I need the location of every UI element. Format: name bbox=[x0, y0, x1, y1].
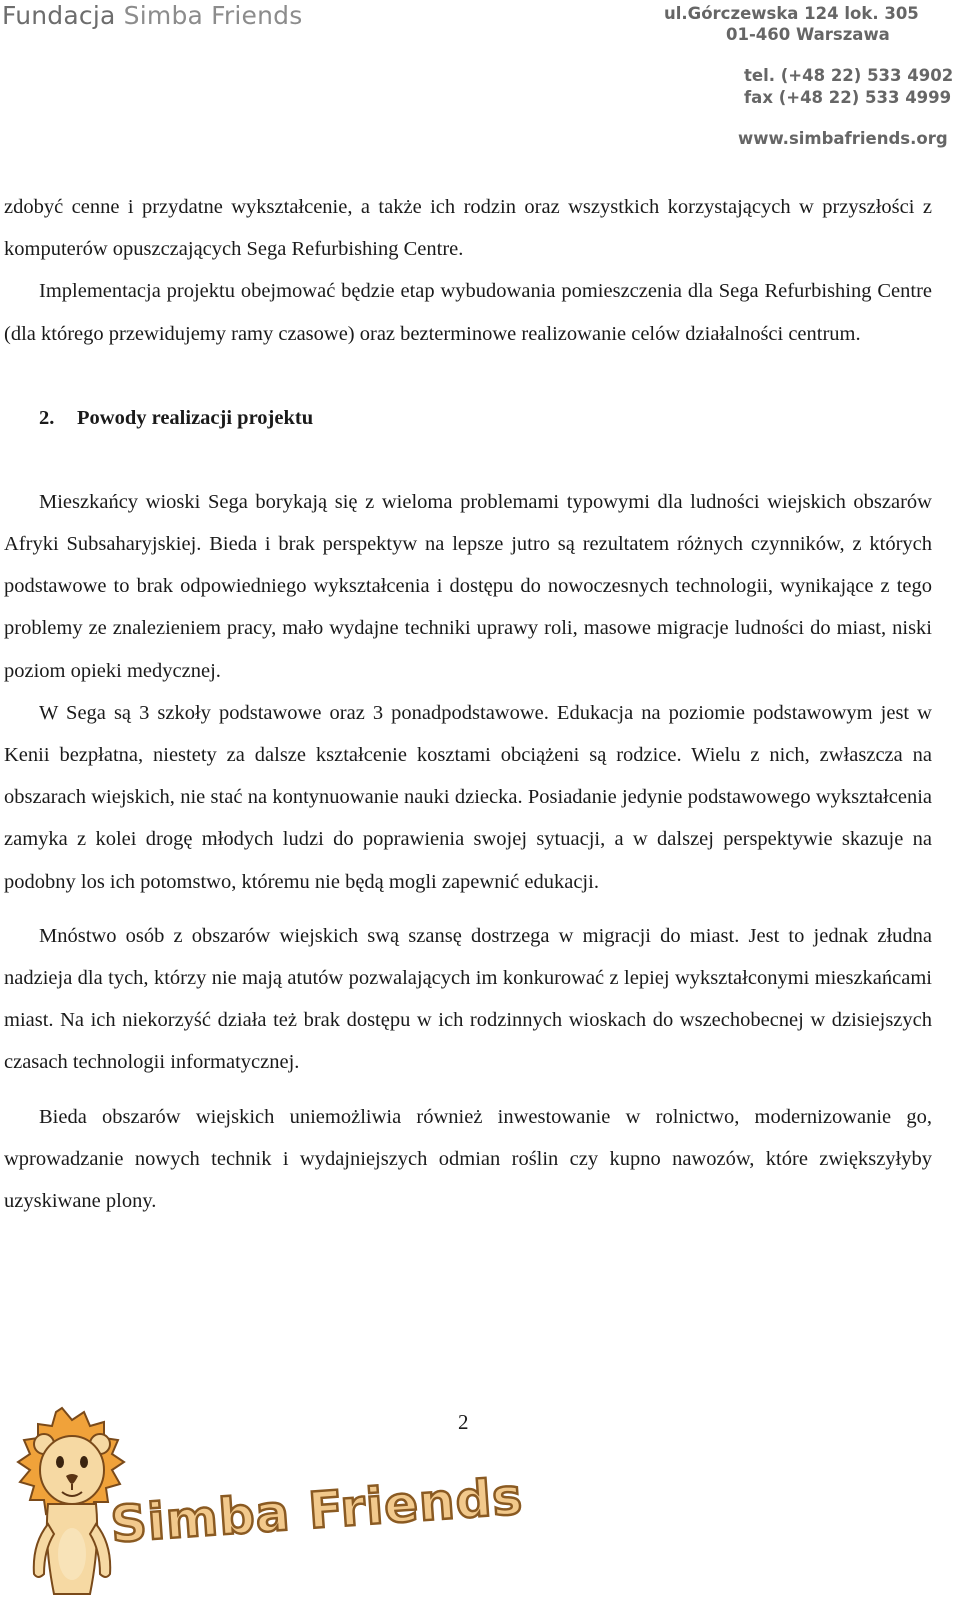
address-line-1: ul.Górczewska 124 lok. 305 bbox=[664, 4, 919, 23]
paragraph: zdobyć cenne i przydatne wykształcenie, a także ich rodzin oraz wszystkich korzystających w przyszłości z komputerów opuszczających Sega Refurbishing Centre. bbox=[4, 196, 932, 261]
page-number: 2 bbox=[458, 1410, 469, 1434]
address-line-2: 01-460 Warszawa bbox=[726, 25, 890, 44]
simba-friends-logo bbox=[4, 1404, 525, 1610]
paragraph: Bieda obszarów wiejskich uniemożliwia również inwestowanie w rolnictwo, modernizowanie go, wprowadzanie nowych technik i wydajniejszych odmian roślin czy kupno nawozów, które zwiększyłyby uzyskiwane plony. bbox=[4, 1105, 932, 1213]
section-title: Powody realizacji projektu bbox=[77, 406, 314, 429]
organization-name bbox=[2, 1, 302, 30]
website-url: www.simbafriends.org bbox=[738, 129, 948, 148]
phone-number: tel. (+48 22) 533 4902 bbox=[744, 66, 954, 85]
paragraph: Mnóstwo osób z obszarów wiejskich swą szansę dostrzega w migracji do miast. Jest to jednak złudna nadzieja dla tych, którzy nie mają atutów pozwalających im konkurować z lepiej wykształconymi mieszkańcami miast. Na ich niekorzyść działa też brak dostępu w ich rodzinnych wioskach do wszechobecnej w dzisiejszych czasach technologii informatycznej. bbox=[4, 924, 932, 1074]
organization-name-second: Simba Friends bbox=[123, 1, 303, 30]
organization-name-first: Fundacja bbox=[2, 1, 116, 30]
section-heading bbox=[4, 397, 932, 439]
logo-wordmark: Simba Friends bbox=[108, 1467, 525, 1554]
fax-number: fax (+48 22) 533 4999 bbox=[744, 88, 952, 107]
paragraph: Mieszkańcy wioski Sega borykają się z wieloma problemami typowymi dla ludności wiejskich obszarów Afryki Subsaharyjskiej. Bieda i brak perspektyw na lepsze jutro są rezultatem różnych czynników, z których podstawowe to brak odpowiedniego wykształcenia i dostępu do nowoczesnych technologii, wynikające z tego problemy ze znalezieniem pracy, mało wydajne techniki uprawy roli, masowe migracje ludności do miast, niski poziom opieki medycznej. bbox=[4, 490, 932, 682]
section-number: 2. bbox=[39, 406, 55, 429]
document-body bbox=[4, 186, 932, 1222]
paragraph: Implementacja projektu obejmować będzie etap wybudowania pomieszczenia dla Sega Refurbishing Centre (dla którego przewidujemy ramy czasowe) oraz bezterminowe realizowanie celów działalności centrum. bbox=[4, 280, 932, 345]
lion-icon bbox=[4, 1404, 525, 1610]
paragraph: W Sega są 3 szkoły podstawowe oraz 3 ponadpodstawowe. Edukacja na poziomie podstawowym jest w Kenii bezpłatna, niestety za dalsze kształcenie kosztami obciążeni są rodzice. Wielu z nich, zwłaszcza na obszarach wiejskich, nie stać na kontynuowanie nauki dziecka. Posiadanie jedynie podstawowego wykształcenia zamyka z kolei drogę młodych ludzi do poprawienia swojej sytuacji, a w dalszej perspektywie skazuje na podobny los ich potomstwo, któremu nie będą mogli zapewnić edukacji. bbox=[4, 701, 932, 893]
